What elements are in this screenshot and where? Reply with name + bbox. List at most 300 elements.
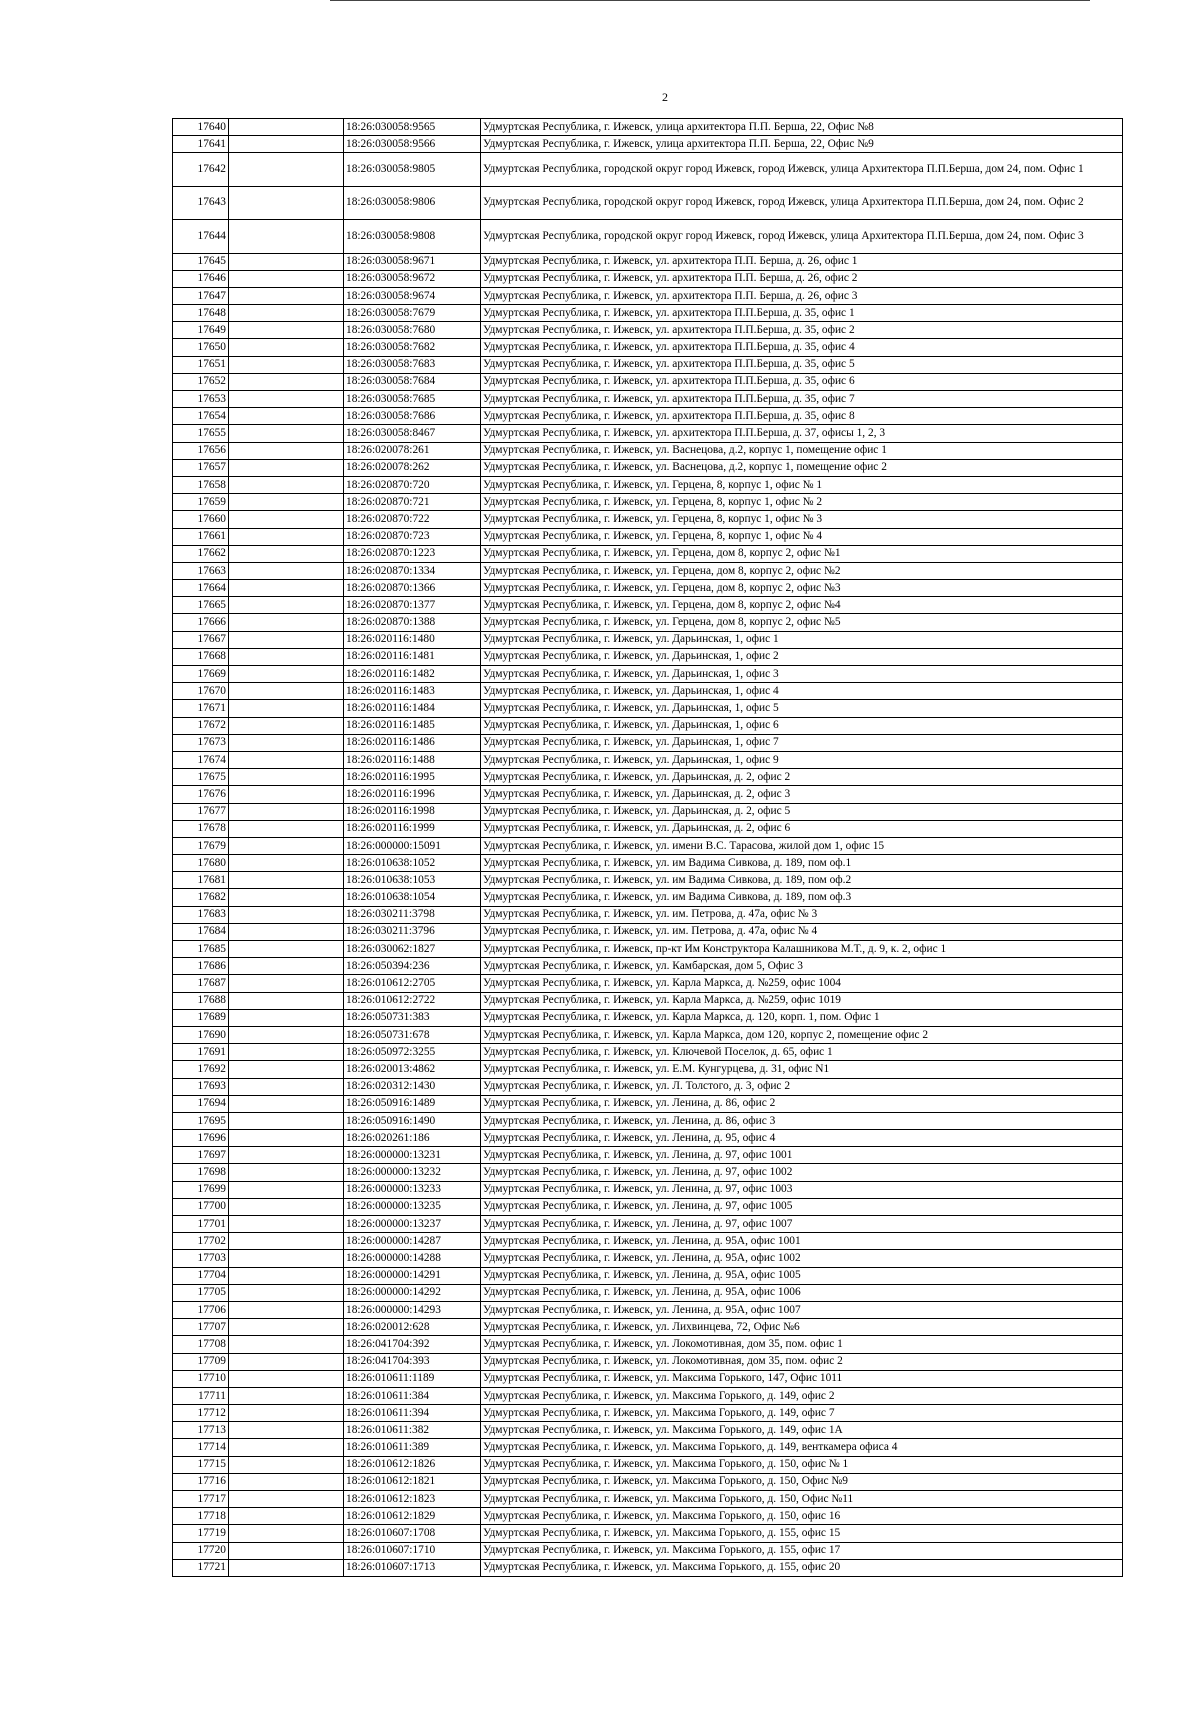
address-cell: Удмуртская Республика, г. Ижевск, ул. Ленина, д. 86, офис 3 [481, 1112, 1123, 1129]
address-cell: Удмуртская Республика, г. Ижевск, ул. архитектора П.П.Берша, д. 35, офис 6 [481, 373, 1123, 390]
table-row [173, 494, 1123, 511]
row-number-cell: 17719 [173, 1525, 229, 1542]
cadastral-number-cell: 18:26:020116:1485 [344, 717, 481, 734]
table-row [173, 1198, 1123, 1215]
cadastral-number-cell: 18:26:020116:1486 [344, 734, 481, 751]
empty-cell [229, 975, 344, 992]
empty-cell [229, 153, 344, 186]
table-row [173, 1405, 1123, 1422]
empty-cell [229, 1353, 344, 1370]
row-number-cell: 17675 [173, 769, 229, 786]
cadastral-number-cell: 18:26:010611:394 [344, 1405, 481, 1422]
address-cell: Удмуртская Республика, г. Ижевск, ул. Ленина, д. 97, офис 1007 [481, 1216, 1123, 1233]
empty-cell [229, 1044, 344, 1061]
table-row [173, 580, 1123, 597]
empty-cell [229, 769, 344, 786]
cadastral-number-cell: 18:26:000000:14292 [344, 1284, 481, 1301]
address-cell: Удмуртская Республика, г. Ижевск, ул. Максима Горького, д. 150, офис № 1 [481, 1456, 1123, 1473]
table-row [173, 1026, 1123, 1043]
empty-cell [229, 425, 344, 442]
table-row [173, 1250, 1123, 1267]
table-row [173, 631, 1123, 648]
table-row [173, 1267, 1123, 1284]
address-cell: Удмуртская Республика, г. Ижевск, ул. Максима Горького, 147, Офис 1011 [481, 1370, 1123, 1387]
row-number-cell: 17655 [173, 425, 229, 442]
row-number-cell: 17640 [173, 119, 229, 136]
table-row [173, 1370, 1123, 1387]
cadastral-number-cell: 18:26:020116:1998 [344, 803, 481, 820]
cadastral-number-cell: 18:26:020078:262 [344, 459, 481, 476]
row-number-cell: 17715 [173, 1456, 229, 1473]
empty-cell [229, 545, 344, 562]
empty-cell [229, 136, 344, 153]
empty-cell [229, 1009, 344, 1026]
empty-cell [229, 459, 344, 476]
empty-cell [229, 1198, 344, 1215]
cadastral-number-cell: 18:26:010611:384 [344, 1387, 481, 1404]
address-cell: Удмуртская Республика, г. Ижевск, ул. Дарьинская, д. 2, офис 5 [481, 803, 1123, 820]
cadastral-number-cell: 18:26:030062:1827 [344, 941, 481, 958]
empty-cell [229, 1439, 344, 1456]
address-cell: Удмуртская Республика, г. Ижевск, ул. Е.М. Кунгурцева, д. 31, офис N1 [481, 1061, 1123, 1078]
cadastral-number-cell: 18:26:010612:1823 [344, 1491, 481, 1508]
table-row [173, 1078, 1123, 1095]
row-number-cell: 17658 [173, 476, 229, 493]
cadastral-number-cell: 18:26:020078:261 [344, 442, 481, 459]
empty-cell [229, 1061, 344, 1078]
cadastral-number-cell: 18:26:010611:389 [344, 1439, 481, 1456]
cadastral-number-cell: 18:26:041704:393 [344, 1353, 481, 1370]
address-cell: Удмуртская Республика, г. Ижевск, ул. Максима Горького, д. 155, офис 15 [481, 1525, 1123, 1542]
cadastral-number-cell: 18:26:030058:9672 [344, 270, 481, 287]
address-cell: Удмуртская Республика, г. Ижевск, ул. Максима Горького, д. 150, офис 16 [481, 1508, 1123, 1525]
table-row [173, 648, 1123, 665]
table-row [173, 1559, 1123, 1576]
address-cell: Удмуртская Республика, г. Ижевск, улица архитектора П.П. Берша, 22, Офис №8 [481, 119, 1123, 136]
address-cell: Удмуртская Республика, г. Ижевск, ул. Ленина, д. 97, офис 1001 [481, 1147, 1123, 1164]
address-cell: Удмуртская Республика, г. Ижевск, ул. Карла Маркса, д. 120, корп. 1, пом. Офис 1 [481, 1009, 1123, 1026]
table-row [173, 889, 1123, 906]
cadastral-number-cell: 18:26:000000:13237 [344, 1216, 481, 1233]
table-row [173, 923, 1123, 940]
row-number-cell: 17664 [173, 580, 229, 597]
cadastral-number-cell: 18:26:000000:14287 [344, 1233, 481, 1250]
cadastral-number-cell: 18:26:010611:1189 [344, 1370, 481, 1387]
empty-cell [229, 408, 344, 425]
cadastral-number-cell: 18:26:020870:720 [344, 476, 481, 493]
empty-cell [229, 322, 344, 339]
empty-cell [229, 923, 344, 940]
row-number-cell: 17714 [173, 1439, 229, 1456]
cadastral-number-cell: 18:26:030058:7683 [344, 356, 481, 373]
address-cell: Удмуртская Республика, г. Ижевск, ул. Дарьинская, 1, офис 3 [481, 666, 1123, 683]
row-number-cell: 17656 [173, 442, 229, 459]
table-row [173, 975, 1123, 992]
row-number-cell: 17694 [173, 1095, 229, 1112]
registry-table [172, 118, 1123, 1577]
address-cell: Удмуртская Республика, г. Ижевск, ул. им. Петрова, д. 47а, офис № 3 [481, 906, 1123, 923]
row-number-cell: 17647 [173, 287, 229, 304]
row-number-cell: 17701 [173, 1216, 229, 1233]
cadastral-number-cell: 18:26:050394:236 [344, 958, 481, 975]
address-cell: Удмуртская Республика, г. Ижевск, ул. Ленина, д. 95А, офис 1001 [481, 1233, 1123, 1250]
address-cell: Удмуртская Республика, г. Ижевск, ул. Дарьинская, 1, офис 1 [481, 631, 1123, 648]
row-number-cell: 17721 [173, 1559, 229, 1576]
empty-cell [229, 941, 344, 958]
table-row [173, 597, 1123, 614]
table-row [173, 1181, 1123, 1198]
address-cell: Удмуртская Республика, г. Ижевск, ул. им Вадима Сивкова, д. 189, пом оф.2 [481, 872, 1123, 889]
empty-cell [229, 872, 344, 889]
address-cell: Удмуртская Республика, г. Ижевск, ул. Локомотивная, дом 35, пом. офис 1 [481, 1336, 1123, 1353]
address-cell: Удмуртская Республика, г. Ижевск, ул. архитектора П.П.Берша, д. 35, офис 8 [481, 408, 1123, 425]
address-cell: Удмуртская Республика, г. Ижевск, ул. Герцена, 8, корпус 1, офис № 2 [481, 494, 1123, 511]
empty-cell [229, 717, 344, 734]
empty-cell [229, 305, 344, 322]
address-cell: Удмуртская Республика, г. Ижевск, ул. им Вадима Сивкова, д. 189, пом оф.1 [481, 855, 1123, 872]
empty-cell [229, 597, 344, 614]
address-cell: Удмуртская Республика, г. Ижевск, ул. Герцена, дом 8, корпус 2, офис №2 [481, 562, 1123, 579]
table-row [173, 1387, 1123, 1404]
table-row [173, 339, 1123, 356]
table-row [173, 442, 1123, 459]
table-row [173, 1095, 1123, 1112]
row-number-cell: 17668 [173, 648, 229, 665]
cadastral-number-cell: 18:26:000000:14291 [344, 1267, 481, 1284]
empty-cell [229, 614, 344, 631]
address-cell: Удмуртская Республика, г. Ижевск, ул. Дарьинская, 1, офис 5 [481, 700, 1123, 717]
table-row [173, 666, 1123, 683]
row-number-cell: 17697 [173, 1147, 229, 1164]
cadastral-number-cell: 18:26:050731:678 [344, 1026, 481, 1043]
cadastral-number-cell: 18:26:020116:1999 [344, 820, 481, 837]
cadastral-number-cell: 18:26:020012:628 [344, 1319, 481, 1336]
empty-cell [229, 1491, 344, 1508]
table-row [173, 855, 1123, 872]
address-cell: Удмуртская Республика, г. Ижевск, ул. архитектора П.П. Берша, д. 26, офис 2 [481, 270, 1123, 287]
address-cell: Удмуртская Республика, г. Ижевск, ул. Максима Горького, д. 149, офис 2 [481, 1387, 1123, 1404]
row-number-cell: 17665 [173, 597, 229, 614]
cadastral-number-cell: 18:26:030058:9566 [344, 136, 481, 153]
table-row [173, 1439, 1123, 1456]
empty-cell [229, 1542, 344, 1559]
row-number-cell: 17648 [173, 305, 229, 322]
cadastral-number-cell: 18:26:050972:3255 [344, 1044, 481, 1061]
empty-cell [229, 119, 344, 136]
row-number-cell: 17679 [173, 837, 229, 854]
table-row [173, 322, 1123, 339]
table-row [173, 1147, 1123, 1164]
row-number-cell: 17685 [173, 941, 229, 958]
cadastral-number-cell: 18:26:010638:1054 [344, 889, 481, 906]
row-number-cell: 17659 [173, 494, 229, 511]
address-cell: Удмуртская Республика, г. Ижевск, ул. архитектора П.П.Берша, д. 35, офис 7 [481, 391, 1123, 408]
row-number-cell: 17672 [173, 717, 229, 734]
cadastral-number-cell: 18:26:030058:7686 [344, 408, 481, 425]
table-row [173, 1508, 1123, 1525]
empty-cell [229, 1147, 344, 1164]
cadastral-number-cell: 18:26:010612:2722 [344, 992, 481, 1009]
registry-table-body [173, 119, 1123, 1577]
row-number-cell: 17669 [173, 666, 229, 683]
address-cell: Удмуртская Республика, г. Ижевск, ул. Герцена, дом 8, корпус 2, офис №5 [481, 614, 1123, 631]
table-row [173, 1130, 1123, 1147]
table-row [173, 459, 1123, 476]
empty-cell [229, 528, 344, 545]
cadastral-number-cell: 18:26:030058:9806 [344, 186, 481, 219]
address-cell: Удмуртская Республика, г. Ижевск, ул. Карла Маркса, д. №259, офис 1019 [481, 992, 1123, 1009]
empty-cell [229, 1301, 344, 1318]
row-number-cell: 17695 [173, 1112, 229, 1129]
row-number-cell: 17702 [173, 1233, 229, 1250]
address-cell: Удмуртская Республика, г. Ижевск, ул. архитектора П.П.Берша, д. 35, офис 1 [481, 305, 1123, 322]
address-cell: Удмуртская Республика, г. Ижевск, ул. Ленина, д. 95А, офис 1006 [481, 1284, 1123, 1301]
row-number-cell: 17684 [173, 923, 229, 940]
table-row [173, 717, 1123, 734]
cadastral-number-cell: 18:26:020116:1481 [344, 648, 481, 665]
row-number-cell: 17681 [173, 872, 229, 889]
empty-cell [229, 1130, 344, 1147]
empty-cell [229, 562, 344, 579]
address-cell: Удмуртская Республика, г. Ижевск, ул. Камбарская, дом 5, Офис 3 [481, 958, 1123, 975]
empty-cell [229, 751, 344, 768]
address-cell: Удмуртская Республика, г. Ижевск, улица архитектора П.П. Берша, 22, Офис №9 [481, 136, 1123, 153]
address-cell: Удмуртская Республика, г. Ижевск, ул. Ленина, д. 86, офис 2 [481, 1095, 1123, 1112]
cadastral-number-cell: 18:26:010607:1710 [344, 1542, 481, 1559]
row-number-cell: 17653 [173, 391, 229, 408]
row-number-cell: 17710 [173, 1370, 229, 1387]
cadastral-number-cell: 18:26:010607:1708 [344, 1525, 481, 1542]
row-number-cell: 17716 [173, 1473, 229, 1490]
row-number-cell: 17650 [173, 339, 229, 356]
row-number-cell: 17644 [173, 220, 229, 253]
cadastral-number-cell: 18:26:000000:14288 [344, 1250, 481, 1267]
empty-cell [229, 803, 344, 820]
row-number-cell: 17693 [173, 1078, 229, 1095]
table-row [173, 391, 1123, 408]
row-number-cell: 17646 [173, 270, 229, 287]
empty-cell [229, 855, 344, 872]
table-row [173, 545, 1123, 562]
cadastral-number-cell: 18:26:030058:9805 [344, 153, 481, 186]
address-cell: Удмуртская Республика, г. Ижевск, ул. Герцена, дом 8, корпус 2, офис №3 [481, 580, 1123, 597]
cadastral-number-cell: 18:26:020870:722 [344, 511, 481, 528]
cadastral-number-cell: 18:26:020870:721 [344, 494, 481, 511]
address-cell: Удмуртская Республика, г. Ижевск, ул. Максима Горького, д. 149, офис 7 [481, 1405, 1123, 1422]
cadastral-number-cell: 18:26:020870:1334 [344, 562, 481, 579]
table-row [173, 803, 1123, 820]
empty-cell [229, 253, 344, 270]
empty-cell [229, 666, 344, 683]
empty-cell [229, 837, 344, 854]
row-number-cell: 17708 [173, 1336, 229, 1353]
row-number-cell: 17706 [173, 1301, 229, 1318]
empty-cell [229, 1319, 344, 1336]
address-cell: Удмуртская Республика, г. Ижевск, ул. Максима Горького, д. 149, офис 1А [481, 1422, 1123, 1439]
row-number-cell: 17649 [173, 322, 229, 339]
page-number: 2 [662, 90, 668, 104]
cadastral-number-cell: 18:26:010612:1826 [344, 1456, 481, 1473]
empty-cell [229, 889, 344, 906]
cadastral-number-cell: 18:26:030058:9674 [344, 287, 481, 304]
cadastral-number-cell: 18:26:000000:13233 [344, 1181, 481, 1198]
table-row [173, 1112, 1123, 1129]
row-number-cell: 17711 [173, 1387, 229, 1404]
address-cell: Удмуртская Республика, г. Ижевск, ул. Максима Горького, д. 155, офис 17 [481, 1542, 1123, 1559]
cadastral-number-cell: 18:26:020116:1482 [344, 666, 481, 683]
cadastral-number-cell: 18:26:010612:1829 [344, 1508, 481, 1525]
row-number-cell: 17677 [173, 803, 229, 820]
row-number-cell: 17700 [173, 1198, 229, 1215]
empty-cell [229, 1370, 344, 1387]
row-number-cell: 17678 [173, 820, 229, 837]
address-cell: Удмуртская Республика, г. Ижевск, ул. Дарьинская, 1, офис 7 [481, 734, 1123, 751]
address-cell: Удмуртская Республика, г. Ижевск, ул. Васнецова, д.2, корпус 1, помещение офис 1 [481, 442, 1123, 459]
cadastral-number-cell: 18:26:030058:9671 [344, 253, 481, 270]
cadastral-number-cell: 18:26:030058:7682 [344, 339, 481, 356]
row-number-cell: 17674 [173, 751, 229, 768]
row-number-cell: 17671 [173, 700, 229, 717]
table-row [173, 220, 1123, 253]
row-number-cell: 17663 [173, 562, 229, 579]
table-row [173, 305, 1123, 322]
table-row [173, 1542, 1123, 1559]
address-cell: Удмуртская Республика, г. Ижевск, ул. Дарьинская, 1, офис 6 [481, 717, 1123, 734]
cadastral-number-cell: 18:26:010607:1713 [344, 1559, 481, 1576]
address-cell: Удмуртская Республика, г. Ижевск, ул. архитектора П.П.Берша, д. 35, офис 2 [481, 322, 1123, 339]
row-number-cell: 17652 [173, 373, 229, 390]
empty-cell [229, 1164, 344, 1181]
cadastral-number-cell: 18:26:030211:3796 [344, 923, 481, 940]
address-cell: Удмуртская Республика, г. Ижевск, ул. Дарьинская, д. 2, офис 2 [481, 769, 1123, 786]
address-cell: Удмуртская Республика, г. Ижевск, ул. Максима Горького, д. 150, Офис №9 [481, 1473, 1123, 1490]
empty-cell [229, 1508, 344, 1525]
cadastral-number-cell: 18:26:000000:15091 [344, 837, 481, 854]
row-number-cell: 17673 [173, 734, 229, 751]
cadastral-number-cell: 18:26:020870:1377 [344, 597, 481, 614]
row-number-cell: 17704 [173, 1267, 229, 1284]
row-number-cell: 17660 [173, 511, 229, 528]
address-cell: Удмуртская Республика, г. Ижевск, ул. Ленина, д. 97, офис 1005 [481, 1198, 1123, 1215]
address-cell: Удмуртская Республика, г. Ижевск, ул. Ленина, д. 95А, офис 1002 [481, 1250, 1123, 1267]
empty-cell [229, 958, 344, 975]
cadastral-number-cell: 18:26:030058:9808 [344, 220, 481, 253]
table-row [173, 1456, 1123, 1473]
empty-cell [229, 734, 344, 751]
cadastral-number-cell: 18:26:020870:1366 [344, 580, 481, 597]
table-row [173, 1422, 1123, 1439]
table-row [173, 1491, 1123, 1508]
empty-cell [229, 786, 344, 803]
table-row [173, 700, 1123, 717]
table-row [173, 511, 1123, 528]
table-row [173, 769, 1123, 786]
row-number-cell: 17688 [173, 992, 229, 1009]
table-row [173, 837, 1123, 854]
address-cell: Удмуртская Республика, г. Ижевск, ул. Максима Горького, д. 150, Офис №11 [481, 1491, 1123, 1508]
table-row [173, 751, 1123, 768]
row-number-cell: 17662 [173, 545, 229, 562]
cadastral-number-cell: 18:26:020116:1995 [344, 769, 481, 786]
address-cell: Удмуртская Республика, г. Ижевск, ул. Дарьинская, 1, офис 2 [481, 648, 1123, 665]
table-row [173, 614, 1123, 631]
empty-cell [229, 1405, 344, 1422]
row-number-cell: 17707 [173, 1319, 229, 1336]
table-row [173, 906, 1123, 923]
table-row [173, 734, 1123, 751]
address-cell: Удмуртская Республика, г. Ижевск, ул. Дарьинская, д. 2, офис 6 [481, 820, 1123, 837]
row-number-cell: 17641 [173, 136, 229, 153]
empty-cell [229, 1473, 344, 1490]
table-row [173, 941, 1123, 958]
scan-top-rule [330, 0, 1090, 1]
address-cell: Удмуртская Республика, г. Ижевск, ул. Васнецова, д.2, корпус 1, помещение офис 2 [481, 459, 1123, 476]
empty-cell [229, 1233, 344, 1250]
cadastral-number-cell: 18:26:030058:7684 [344, 373, 481, 390]
empty-cell [229, 356, 344, 373]
cadastral-number-cell: 18:26:020261:186 [344, 1130, 481, 1147]
row-number-cell: 17718 [173, 1508, 229, 1525]
address-cell: Удмуртская Республика, г. Ижевск, ул. им Вадима Сивкова, д. 189, пом оф.3 [481, 889, 1123, 906]
cadastral-number-cell: 18:26:020116:1488 [344, 751, 481, 768]
empty-cell [229, 373, 344, 390]
cadastral-number-cell: 18:26:050916:1490 [344, 1112, 481, 1129]
empty-cell [229, 992, 344, 1009]
table-row [173, 373, 1123, 390]
row-number-cell: 17680 [173, 855, 229, 872]
cadastral-number-cell: 18:26:000000:13235 [344, 1198, 481, 1215]
address-cell: Удмуртская Республика, г. Ижевск, ул. архитектора П.П. Берша, д. 26, офис 1 [481, 253, 1123, 270]
empty-cell [229, 631, 344, 648]
cadastral-number-cell: 18:26:000000:13232 [344, 1164, 481, 1181]
cadastral-number-cell: 18:26:020116:1480 [344, 631, 481, 648]
empty-cell [229, 700, 344, 717]
table-row [173, 287, 1123, 304]
cadastral-number-cell: 18:26:041704:392 [344, 1336, 481, 1353]
row-number-cell: 17705 [173, 1284, 229, 1301]
cadastral-number-cell: 18:26:020116:1996 [344, 786, 481, 803]
address-cell: Удмуртская Республика, г. Ижевск, ул. им. Петрова, д. 47а, офис № 4 [481, 923, 1123, 940]
empty-cell [229, 442, 344, 459]
address-cell: Удмуртская Республика, г. Ижевск, ул. Дарьинская, 1, офис 9 [481, 751, 1123, 768]
cadastral-number-cell: 18:26:030058:7680 [344, 322, 481, 339]
table-row [173, 1061, 1123, 1078]
row-number-cell: 17683 [173, 906, 229, 923]
table-row [173, 1353, 1123, 1370]
empty-cell [229, 494, 344, 511]
table-row [173, 1525, 1123, 1542]
empty-cell [229, 1456, 344, 1473]
address-cell: Удмуртская Республика, г. Ижевск, ул. Л. Толстого, д. 3, офис 2 [481, 1078, 1123, 1095]
row-number-cell: 17682 [173, 889, 229, 906]
row-number-cell: 17703 [173, 1250, 229, 1267]
empty-cell [229, 1559, 344, 1576]
address-cell: Удмуртская Республика, городской округ город Ижевск, город Ижевск, улица Архитектора П.П.Берша, дом 24, пом. Офис 2 [481, 186, 1123, 219]
address-cell: Удмуртская Республика, г. Ижевск, ул. Герцена, 8, корпус 1, офис № 3 [481, 511, 1123, 528]
row-number-cell: 17661 [173, 528, 229, 545]
cadastral-number-cell: 18:26:020870:1388 [344, 614, 481, 631]
empty-cell [229, 1095, 344, 1112]
row-number-cell: 17712 [173, 1405, 229, 1422]
cadastral-number-cell: 18:26:030058:9565 [344, 119, 481, 136]
address-cell: Удмуртская Республика, г. Ижевск, ул. архитектора П.П.Берша, д. 37, офисы 1, 2, 3 [481, 425, 1123, 442]
row-number-cell: 17670 [173, 683, 229, 700]
address-cell: Удмуртская Республика, г. Ижевск, ул. Ленина, д. 95, офис 4 [481, 1130, 1123, 1147]
row-number-cell: 17643 [173, 186, 229, 219]
row-number-cell: 17642 [173, 153, 229, 186]
address-cell: Удмуртская Республика, г. Ижевск, ул. Герцена, 8, корпус 1, офис № 4 [481, 528, 1123, 545]
cadastral-number-cell: 18:26:030058:7685 [344, 391, 481, 408]
